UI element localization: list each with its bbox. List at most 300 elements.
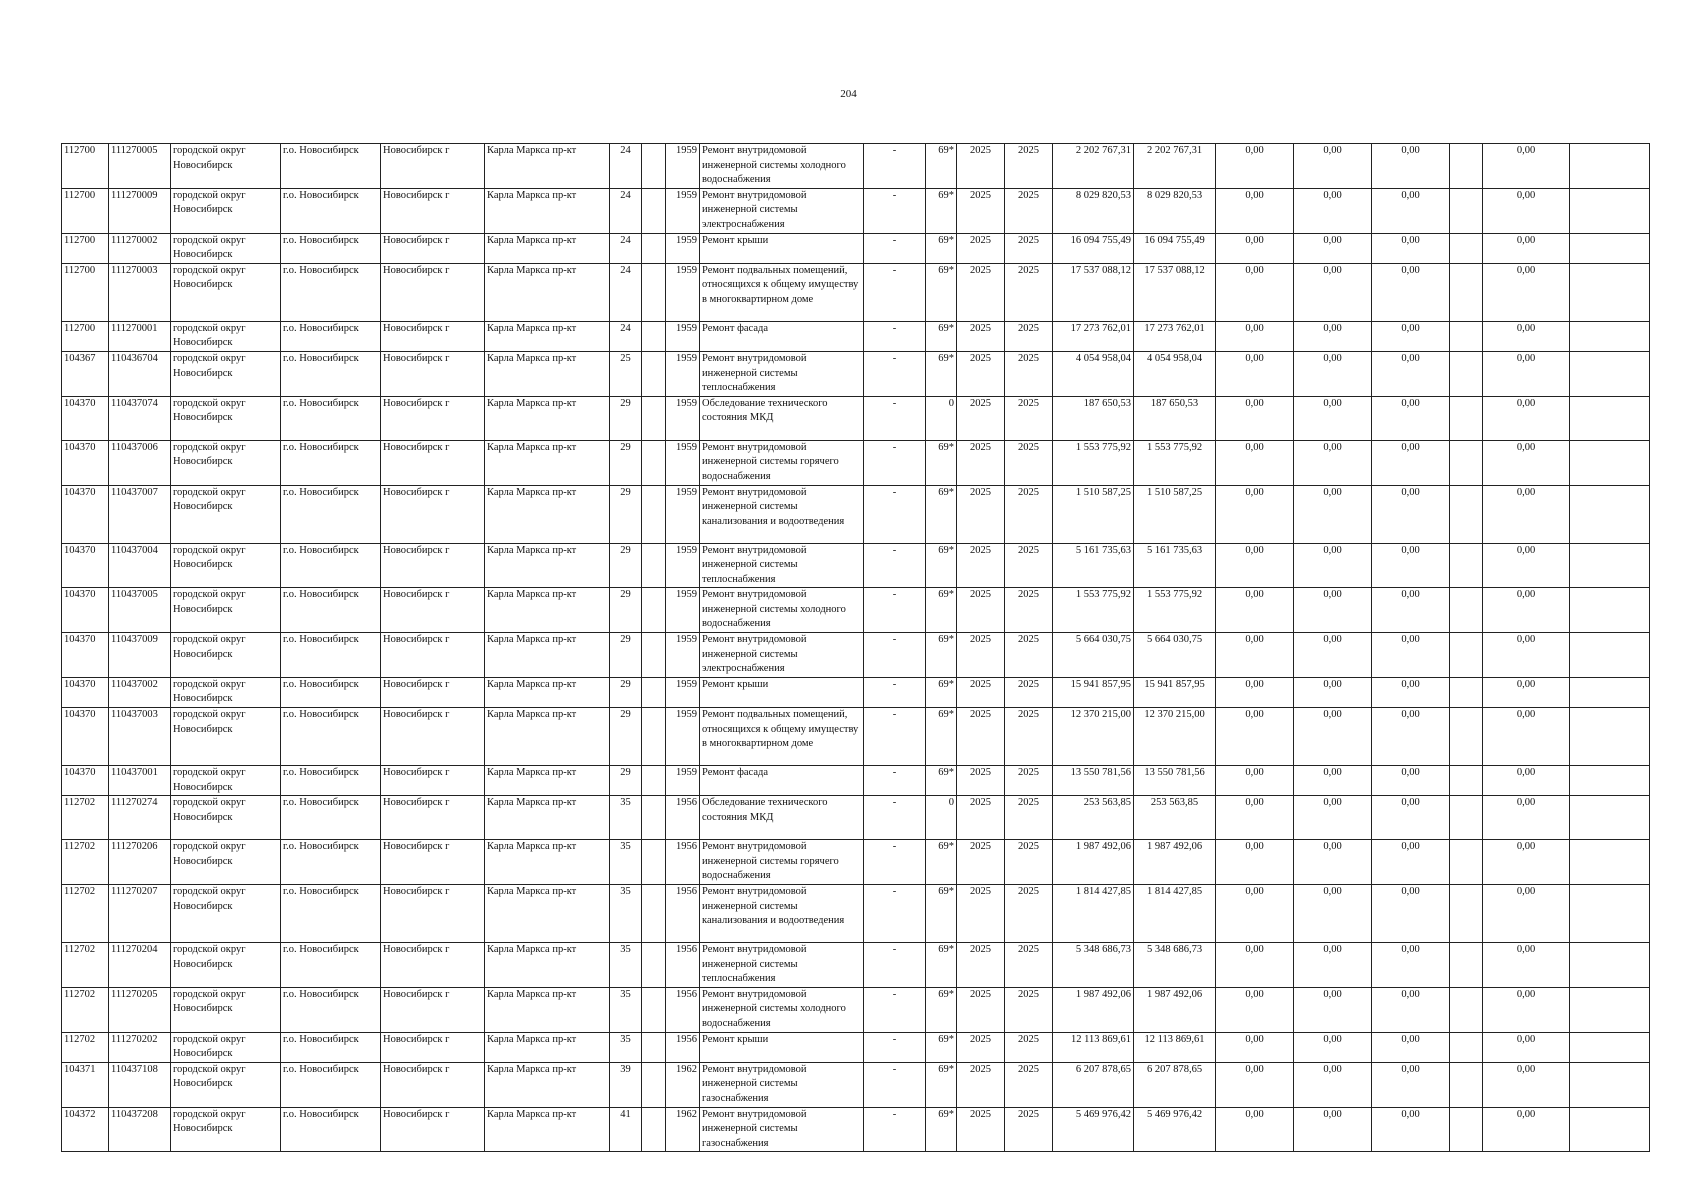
cell-building [642, 263, 666, 321]
cell-house-code: 104370 [62, 396, 109, 440]
cell-settlement: Новосибирск г [381, 677, 485, 707]
cell-total-cost: 13 550 781,56 [1053, 766, 1134, 796]
cell-building [642, 440, 666, 485]
cell-program-id: 111270204 [109, 943, 171, 988]
cell-budget-regional: 0,00 [1294, 321, 1372, 351]
cell-blank-col [1450, 233, 1483, 263]
cell-dash-col: - [864, 263, 926, 321]
cell-building [642, 321, 666, 351]
cell-budget-local: 0,00 [1372, 485, 1450, 543]
cell-plan-year-end: 2025 [1005, 144, 1053, 189]
cell-program-id: 110437009 [109, 633, 171, 678]
cell-plan-year-end: 2025 [1005, 633, 1053, 678]
cell-fund-cost: 5 469 976,42 [1134, 1107, 1216, 1152]
cell-house-number: 24 [610, 144, 642, 189]
cell-municipality: городской округ Новосибирск [171, 485, 281, 543]
cell-fund-cost: 253 563,85 [1134, 796, 1216, 840]
cell-total-cost: 253 563,85 [1053, 796, 1134, 840]
cell-fund-cost: 12 370 215,00 [1134, 708, 1216, 766]
cell-budget-local: 0,00 [1372, 233, 1450, 263]
cell-house-code: 104370 [62, 677, 109, 707]
cell-program-id: 110437208 [109, 1107, 171, 1152]
cell-work-type: Ремонт внутридомовой инженерной системы электроснабжения [700, 188, 864, 233]
cell-wear-percent: 69* [926, 1107, 957, 1152]
cell-municipality: городской округ Новосибирск [171, 588, 281, 633]
cell-house-number: 41 [610, 1107, 642, 1152]
cell-municipality: городской округ Новосибирск [171, 1062, 281, 1107]
cell-year-built: 1959 [666, 188, 700, 233]
cell-municipal-district: г.о. Новосибирск [281, 987, 381, 1032]
cell-total-cost: 5 469 976,42 [1053, 1107, 1134, 1152]
cell-plan-year-end: 2025 [1005, 840, 1053, 885]
cell-building [642, 885, 666, 943]
cell-house-number: 35 [610, 987, 642, 1032]
cell-work-type: Ремонт подвальных помещений, относящихся к общему имуществу в многоквартирном доме [700, 263, 864, 321]
cell-program-id: 110436704 [109, 351, 171, 396]
cell-settlement: Новосибирск г [381, 708, 485, 766]
cell-budget-local: 0,00 [1372, 440, 1450, 485]
cell-extra-col [1570, 321, 1650, 351]
cell-fund-cost: 2 202 767,31 [1134, 144, 1216, 189]
cell-budget-federal: 0,00 [1216, 396, 1294, 440]
cell-budget-federal: 0,00 [1216, 708, 1294, 766]
cell-total-cost: 17 537 088,12 [1053, 263, 1134, 321]
cell-house-number: 24 [610, 233, 642, 263]
cell-wear-percent: 69* [926, 263, 957, 321]
cell-program-id: 110437001 [109, 766, 171, 796]
cell-owners-funds: 0,00 [1483, 263, 1570, 321]
cell-municipality: городской округ Новосибирск [171, 263, 281, 321]
cell-budget-regional: 0,00 [1294, 263, 1372, 321]
cell-plan-year-start: 2025 [957, 987, 1005, 1032]
cell-plan-year-start: 2025 [957, 440, 1005, 485]
cell-street: Карла Маркса пр-кт [485, 321, 610, 351]
cell-street: Карла Маркса пр-кт [485, 885, 610, 943]
table-row [62, 188, 1650, 233]
cell-street: Карла Маркса пр-кт [485, 1107, 610, 1152]
cell-blank-col [1450, 766, 1483, 796]
cell-year-built: 1962 [666, 1107, 700, 1152]
cell-budget-federal: 0,00 [1216, 885, 1294, 943]
cell-budget-regional: 0,00 [1294, 677, 1372, 707]
cell-settlement: Новосибирск г [381, 440, 485, 485]
cell-budget-federal: 0,00 [1216, 233, 1294, 263]
cell-owners-funds: 0,00 [1483, 943, 1570, 988]
cell-budget-local: 0,00 [1372, 1032, 1450, 1062]
cell-house-number: 29 [610, 708, 642, 766]
cell-fund-cost: 187 650,53 [1134, 396, 1216, 440]
cell-fund-cost: 1 987 492,06 [1134, 840, 1216, 885]
cell-total-cost: 1 510 587,25 [1053, 485, 1134, 543]
cell-dash-col: - [864, 233, 926, 263]
cell-total-cost: 6 207 878,65 [1053, 1062, 1134, 1107]
cell-plan-year-end: 2025 [1005, 677, 1053, 707]
cell-settlement: Новосибирск г [381, 1107, 485, 1152]
cell-year-built: 1959 [666, 766, 700, 796]
cell-settlement: Новосибирск г [381, 543, 485, 588]
cell-total-cost: 4 054 958,04 [1053, 351, 1134, 396]
cell-blank-col [1450, 351, 1483, 396]
cell-budget-local: 0,00 [1372, 1062, 1450, 1107]
cell-work-type: Ремонт фасада [700, 766, 864, 796]
cell-dash-col: - [864, 396, 926, 440]
cell-street: Карла Маркса пр-кт [485, 543, 610, 588]
cell-total-cost: 1 987 492,06 [1053, 987, 1134, 1032]
cell-work-type: Ремонт внутридомовой инженерной системы теплоснабжения [700, 943, 864, 988]
cell-dash-col: - [864, 677, 926, 707]
cell-plan-year-start: 2025 [957, 766, 1005, 796]
cell-wear-percent: 69* [926, 987, 957, 1032]
table-row [62, 351, 1650, 396]
cell-house-code: 104372 [62, 1107, 109, 1152]
cell-house-number: 29 [610, 588, 642, 633]
cell-settlement: Новосибирск г [381, 1062, 485, 1107]
cell-street: Карла Маркса пр-кт [485, 1062, 610, 1107]
cell-work-type: Ремонт крыши [700, 677, 864, 707]
cell-work-type: Ремонт внутридомовой инженерной системы канализования и водоотведения [700, 885, 864, 943]
cell-street: Карла Маркса пр-кт [485, 708, 610, 766]
cell-dash-col: - [864, 840, 926, 885]
cell-fund-cost: 1 553 775,92 [1134, 588, 1216, 633]
cell-fund-cost: 1 553 775,92 [1134, 440, 1216, 485]
cell-budget-local: 0,00 [1372, 987, 1450, 1032]
cell-budget-federal: 0,00 [1216, 943, 1294, 988]
cell-program-id: 110437074 [109, 396, 171, 440]
table-row [62, 840, 1650, 885]
cell-year-built: 1956 [666, 885, 700, 943]
cell-plan-year-start: 2025 [957, 485, 1005, 543]
cell-budget-regional: 0,00 [1294, 708, 1372, 766]
cell-wear-percent: 69* [926, 485, 957, 543]
cell-budget-local: 0,00 [1372, 351, 1450, 396]
cell-street: Карла Маркса пр-кт [485, 766, 610, 796]
cell-wear-percent: 69* [926, 543, 957, 588]
cell-building [642, 1032, 666, 1062]
cell-budget-federal: 0,00 [1216, 144, 1294, 189]
cell-blank-col [1450, 1062, 1483, 1107]
cell-budget-regional: 0,00 [1294, 943, 1372, 988]
cell-building [642, 485, 666, 543]
cell-work-type: Ремонт внутридомовой инженерной системы холодного водоснабжения [700, 588, 864, 633]
cell-building [642, 233, 666, 263]
cell-plan-year-end: 2025 [1005, 263, 1053, 321]
cell-budget-local: 0,00 [1372, 1107, 1450, 1152]
page-number: 204 [840, 88, 857, 100]
cell-total-cost: 15 941 857,95 [1053, 677, 1134, 707]
cell-municipality: городской округ Новосибирск [171, 677, 281, 707]
cell-budget-local: 0,00 [1372, 263, 1450, 321]
cell-blank-col [1450, 1107, 1483, 1152]
table-row [62, 885, 1650, 943]
cell-wear-percent: 69* [926, 677, 957, 707]
cell-total-cost: 5 161 735,63 [1053, 543, 1134, 588]
cell-settlement: Новосибирск г [381, 796, 485, 840]
cell-budget-local: 0,00 [1372, 588, 1450, 633]
cell-building [642, 840, 666, 885]
cell-house-number: 29 [610, 633, 642, 678]
cell-settlement: Новосибирск г [381, 766, 485, 796]
cell-municipality: городской округ Новосибирск [171, 321, 281, 351]
table-row [62, 633, 1650, 678]
cell-blank-col [1450, 144, 1483, 189]
cell-municipal-district: г.о. Новосибирск [281, 840, 381, 885]
cell-blank-col [1450, 677, 1483, 707]
cell-house-number: 24 [610, 188, 642, 233]
cell-budget-federal: 0,00 [1216, 840, 1294, 885]
cell-wear-percent: 69* [926, 766, 957, 796]
cell-building [642, 943, 666, 988]
cell-house-number: 29 [610, 396, 642, 440]
cell-year-built: 1959 [666, 321, 700, 351]
cell-wear-percent: 69* [926, 588, 957, 633]
cell-total-cost: 1 553 775,92 [1053, 440, 1134, 485]
cell-budget-regional: 0,00 [1294, 233, 1372, 263]
cell-house-number: 35 [610, 943, 642, 988]
cell-municipality: городской округ Новосибирск [171, 1032, 281, 1062]
cell-settlement: Новосибирск г [381, 351, 485, 396]
cell-program-id: 111270005 [109, 144, 171, 189]
cell-house-code: 112700 [62, 144, 109, 189]
cell-plan-year-end: 2025 [1005, 321, 1053, 351]
cell-street: Карла Маркса пр-кт [485, 677, 610, 707]
cell-house-code: 104370 [62, 543, 109, 588]
cell-work-type: Ремонт внутридомовой инженерной системы теплоснабжения [700, 351, 864, 396]
cell-building [642, 987, 666, 1032]
cell-owners-funds: 0,00 [1483, 321, 1570, 351]
cell-house-number: 35 [610, 796, 642, 840]
cell-municipal-district: г.о. Новосибирск [281, 885, 381, 943]
cell-dash-col: - [864, 351, 926, 396]
cell-house-number: 39 [610, 1062, 642, 1107]
cell-budget-regional: 0,00 [1294, 987, 1372, 1032]
cell-extra-col [1570, 485, 1650, 543]
register-table [61, 143, 1650, 1152]
cell-street: Карла Маркса пр-кт [485, 588, 610, 633]
cell-extra-col [1570, 766, 1650, 796]
cell-wear-percent: 0 [926, 396, 957, 440]
cell-total-cost: 187 650,53 [1053, 396, 1134, 440]
cell-street: Карла Маркса пр-кт [485, 840, 610, 885]
cell-municipality: городской округ Новосибирск [171, 987, 281, 1032]
cell-budget-federal: 0,00 [1216, 1032, 1294, 1062]
cell-municipality: городской округ Новосибирск [171, 351, 281, 396]
cell-year-built: 1959 [666, 144, 700, 189]
cell-owners-funds: 0,00 [1483, 485, 1570, 543]
cell-year-built: 1959 [666, 396, 700, 440]
cell-fund-cost: 16 094 755,49 [1134, 233, 1216, 263]
cell-budget-federal: 0,00 [1216, 633, 1294, 678]
cell-blank-col [1450, 633, 1483, 678]
table-row [62, 263, 1650, 321]
table-row [62, 796, 1650, 840]
cell-owners-funds: 0,00 [1483, 796, 1570, 840]
cell-owners-funds: 0,00 [1483, 677, 1570, 707]
cell-settlement: Новосибирск г [381, 233, 485, 263]
cell-work-type: Ремонт фасада [700, 321, 864, 351]
cell-total-cost: 5 348 686,73 [1053, 943, 1134, 988]
cell-work-type: Ремонт внутридомовой инженерной системы газоснабжения [700, 1107, 864, 1152]
cell-dash-col: - [864, 1032, 926, 1062]
cell-owners-funds: 0,00 [1483, 766, 1570, 796]
cell-settlement: Новосибирск г [381, 263, 485, 321]
cell-plan-year-start: 2025 [957, 796, 1005, 840]
cell-budget-federal: 0,00 [1216, 321, 1294, 351]
cell-dash-col: - [864, 796, 926, 840]
cell-budget-regional: 0,00 [1294, 633, 1372, 678]
cell-plan-year-start: 2025 [957, 677, 1005, 707]
cell-plan-year-start: 2025 [957, 1032, 1005, 1062]
cell-house-code: 112700 [62, 233, 109, 263]
cell-owners-funds: 0,00 [1483, 633, 1570, 678]
cell-house-number: 29 [610, 766, 642, 796]
cell-year-built: 1956 [666, 1032, 700, 1062]
cell-program-id: 111270009 [109, 188, 171, 233]
cell-year-built: 1959 [666, 588, 700, 633]
cell-municipal-district: г.о. Новосибирск [281, 633, 381, 678]
cell-dash-col: - [864, 943, 926, 988]
cell-wear-percent: 69* [926, 943, 957, 988]
cell-plan-year-start: 2025 [957, 321, 1005, 351]
cell-owners-funds: 0,00 [1483, 440, 1570, 485]
cell-budget-local: 0,00 [1372, 188, 1450, 233]
cell-wear-percent: 69* [926, 144, 957, 189]
cell-municipality: городской округ Новосибирск [171, 766, 281, 796]
cell-blank-col [1450, 840, 1483, 885]
cell-blank-col [1450, 1032, 1483, 1062]
cell-fund-cost: 15 941 857,95 [1134, 677, 1216, 707]
cell-municipal-district: г.о. Новосибирск [281, 440, 381, 485]
cell-municipal-district: г.о. Новосибирск [281, 588, 381, 633]
cell-budget-regional: 0,00 [1294, 588, 1372, 633]
cell-budget-local: 0,00 [1372, 321, 1450, 351]
cell-settlement: Новосибирск г [381, 321, 485, 351]
cell-plan-year-end: 2025 [1005, 351, 1053, 396]
cell-house-number: 29 [610, 440, 642, 485]
cell-settlement: Новосибирск г [381, 1032, 485, 1062]
cell-year-built: 1959 [666, 440, 700, 485]
cell-plan-year-end: 2025 [1005, 1032, 1053, 1062]
cell-municipality: городской округ Новосибирск [171, 188, 281, 233]
cell-municipal-district: г.о. Новосибирск [281, 485, 381, 543]
cell-municipality: городской округ Новосибирск [171, 396, 281, 440]
cell-plan-year-start: 2025 [957, 943, 1005, 988]
cell-blank-col [1450, 885, 1483, 943]
cell-settlement: Новосибирск г [381, 885, 485, 943]
cell-house-code: 104367 [62, 351, 109, 396]
cell-work-type: Ремонт крыши [700, 233, 864, 263]
cell-fund-cost: 17 273 762,01 [1134, 321, 1216, 351]
cell-work-type: Ремонт внутридомовой инженерной системы электроснабжения [700, 633, 864, 678]
cell-budget-federal: 0,00 [1216, 987, 1294, 1032]
cell-dash-col: - [864, 708, 926, 766]
cell-plan-year-start: 2025 [957, 188, 1005, 233]
cell-extra-col [1570, 233, 1650, 263]
cell-plan-year-end: 2025 [1005, 708, 1053, 766]
cell-street: Карла Маркса пр-кт [485, 263, 610, 321]
cell-plan-year-start: 2025 [957, 588, 1005, 633]
cell-dash-col: - [864, 440, 926, 485]
cell-plan-year-start: 2025 [957, 263, 1005, 321]
cell-work-type: Ремонт внутридомовой инженерной системы теплоснабжения [700, 543, 864, 588]
cell-budget-federal: 0,00 [1216, 677, 1294, 707]
cell-municipal-district: г.о. Новосибирск [281, 321, 381, 351]
cell-blank-col [1450, 188, 1483, 233]
cell-owners-funds: 0,00 [1483, 543, 1570, 588]
cell-street: Карла Маркса пр-кт [485, 440, 610, 485]
cell-owners-funds: 0,00 [1483, 588, 1570, 633]
cell-wear-percent: 69* [926, 633, 957, 678]
cell-fund-cost: 12 113 869,61 [1134, 1032, 1216, 1062]
cell-plan-year-end: 2025 [1005, 766, 1053, 796]
cell-house-number: 35 [610, 1032, 642, 1062]
cell-street: Карла Маркса пр-кт [485, 943, 610, 988]
cell-municipal-district: г.о. Новосибирск [281, 708, 381, 766]
cell-settlement: Новосибирск г [381, 943, 485, 988]
cell-program-id: 110437002 [109, 677, 171, 707]
cell-wear-percent: 69* [926, 233, 957, 263]
cell-municipal-district: г.о. Новосибирск [281, 543, 381, 588]
cell-owners-funds: 0,00 [1483, 188, 1570, 233]
cell-dash-col: - [864, 188, 926, 233]
cell-extra-col [1570, 440, 1650, 485]
cell-municipality: городской округ Новосибирск [171, 708, 281, 766]
cell-wear-percent: 0 [926, 796, 957, 840]
cell-extra-col [1570, 588, 1650, 633]
cell-dash-col: - [864, 588, 926, 633]
cell-dash-col: - [864, 1062, 926, 1107]
cell-budget-regional: 0,00 [1294, 351, 1372, 396]
cell-owners-funds: 0,00 [1483, 1032, 1570, 1062]
cell-fund-cost: 5 664 030,75 [1134, 633, 1216, 678]
cell-owners-funds: 0,00 [1483, 840, 1570, 885]
cell-dash-col: - [864, 321, 926, 351]
cell-owners-funds: 0,00 [1483, 708, 1570, 766]
cell-street: Карла Маркса пр-кт [485, 144, 610, 189]
cell-house-code: 104370 [62, 588, 109, 633]
cell-plan-year-start: 2025 [957, 708, 1005, 766]
cell-total-cost: 1 987 492,06 [1053, 840, 1134, 885]
cell-municipal-district: г.о. Новосибирск [281, 796, 381, 840]
cell-program-id: 110437006 [109, 440, 171, 485]
table-row [62, 1107, 1650, 1152]
cell-year-built: 1956 [666, 943, 700, 988]
cell-budget-federal: 0,00 [1216, 1107, 1294, 1152]
cell-plan-year-end: 2025 [1005, 1107, 1053, 1152]
cell-program-id: 110437007 [109, 485, 171, 543]
cell-municipal-district: г.о. Новосибирск [281, 188, 381, 233]
cell-building [642, 144, 666, 189]
cell-municipality: городской округ Новосибирск [171, 885, 281, 943]
cell-dash-col: - [864, 1107, 926, 1152]
cell-municipal-district: г.о. Новосибирск [281, 263, 381, 321]
cell-house-number: 29 [610, 485, 642, 543]
cell-plan-year-end: 2025 [1005, 485, 1053, 543]
cell-budget-federal: 0,00 [1216, 1062, 1294, 1107]
cell-owners-funds: 0,00 [1483, 351, 1570, 396]
cell-program-id: 110437005 [109, 588, 171, 633]
cell-plan-year-start: 2025 [957, 1062, 1005, 1107]
cell-program-id: 111270202 [109, 1032, 171, 1062]
cell-extra-col [1570, 396, 1650, 440]
cell-budget-local: 0,00 [1372, 633, 1450, 678]
cell-municipality: городской округ Новосибирск [171, 1107, 281, 1152]
cell-budget-regional: 0,00 [1294, 840, 1372, 885]
cell-wear-percent: 69* [926, 188, 957, 233]
cell-budget-regional: 0,00 [1294, 796, 1372, 840]
cell-year-built: 1959 [666, 543, 700, 588]
cell-plan-year-end: 2025 [1005, 396, 1053, 440]
cell-owners-funds: 0,00 [1483, 1062, 1570, 1107]
